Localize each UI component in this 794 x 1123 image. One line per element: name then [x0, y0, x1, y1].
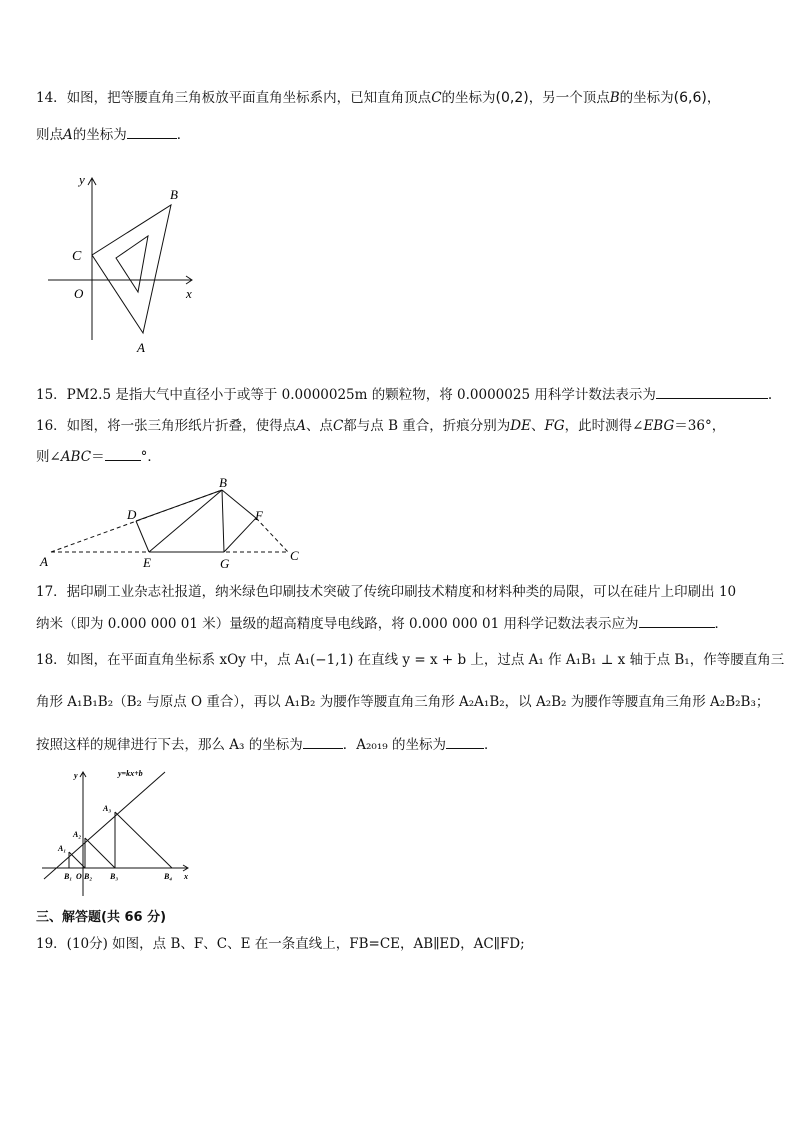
q18-label-o: O — [76, 872, 82, 881]
q16-seg-db — [136, 490, 222, 521]
q18-line2 — [36, 693, 769, 711]
q16-seg-bg — [222, 490, 224, 552]
q16-line2 — [36, 447, 161, 466]
q14-outer-triangle — [92, 205, 171, 333]
q18-label-x: x — [184, 872, 188, 881]
q16-label-d: D — [127, 507, 137, 522]
q14-label-o: O — [74, 286, 84, 301]
q14-point-c: C — [431, 90, 442, 106]
q16-text-b: 、点 — [305, 418, 333, 434]
q16-crease-fg: FG — [544, 418, 565, 434]
q16-line2-c: °． — [140, 449, 161, 465]
q16-label-b: B — [219, 475, 227, 490]
q16-seg-eb — [149, 490, 222, 552]
q16-label-g: G — [220, 556, 230, 571]
q14-point-b: B — [609, 90, 620, 106]
q18-label-b3: B₃ — [110, 872, 119, 881]
q16-line2-b: ＝ — [91, 449, 105, 465]
q16-angle-abc: ABC — [60, 449, 92, 465]
q18-figure — [36, 764, 206, 900]
q19-line — [36, 935, 525, 953]
q15-text: 15．PM2.5 是指大气中直径小于或等于 0.0000025m 的颗粒物，将 0.0000025 用科学计数法表示为 — [36, 387, 656, 403]
q14-line2 — [36, 125, 190, 144]
section3-title: 三、解答题(共 66 分) — [36, 910, 167, 925]
q17-line1 — [36, 583, 736, 601]
q16-figure — [36, 474, 306, 572]
q17-text-2: 纳米（即为 0.000 000 01 米）量级的超高精度导电线路，将 0.000 000 01 用科学记数法表示应为 — [36, 616, 639, 632]
q14-line2-a: 则点 — [36, 127, 63, 143]
q18-text-3b: ．A₂₀₁₉ 的坐标为 — [342, 737, 446, 753]
q15-end: . — [767, 387, 773, 403]
q18-text-3a: 按照这样的规律进行下去，那么 A₃ 的坐标为 — [36, 737, 303, 753]
q14-answer-blank[interactable] — [127, 125, 177, 139]
q18-label-b2: B₂ — [84, 872, 93, 881]
q14-c-coord: (0,2) — [495, 90, 529, 106]
q14-number: 14． — [36, 90, 67, 106]
q16-crease-de: DE — [510, 418, 531, 434]
q17-text-1: 17．据印刷工业杂志社报道，纳米绿色印刷技术突破了传统印刷技术精度和材料种类的局限，可以在硅片上印刷出 10 — [36, 584, 737, 600]
q18-label-a3: A₃ — [103, 804, 112, 813]
q14-figure — [40, 168, 210, 363]
q14-text: 如图，把等腰直角三角板放平面直角坐标系内，已知直角顶点 — [66, 90, 432, 106]
q18-label-line: y=kx+b — [118, 769, 143, 778]
q18-label-b4: B₄ — [164, 872, 173, 881]
q14-line2-b: 的坐标为 — [72, 127, 127, 143]
q16-answer-blank[interactable] — [105, 447, 141, 461]
q16-point-c: C — [332, 418, 344, 434]
q18-label-b1: B₁ — [64, 872, 73, 881]
q16-sep: 、 — [530, 418, 545, 434]
q14-text-d: 的坐标为 — [619, 90, 674, 106]
q16-text-c: 都与点 B 重合，折痕分别为 — [343, 418, 511, 434]
q18-answer-blank-1[interactable] — [303, 735, 343, 749]
q16-label-a: A — [40, 554, 48, 569]
q14-text-b: 的坐标为 — [441, 90, 496, 106]
q14-point-a: A — [63, 127, 73, 143]
q16-line1 — [36, 417, 725, 435]
q16-label-e: E — [143, 555, 151, 570]
q17-end: ． — [714, 616, 729, 632]
q16-text-e: ＝36°， — [674, 418, 726, 434]
q14-end: ． — [176, 127, 191, 143]
q14-label-b: B — [170, 187, 178, 202]
q16-text-d: ，此时测得∠ — [564, 418, 644, 434]
q14-line1 — [36, 89, 720, 107]
q14-label-y: y — [79, 172, 85, 187]
q17-line2 — [36, 614, 728, 633]
q18-end: ． — [483, 737, 498, 753]
q14-label-x: x — [186, 286, 192, 301]
q15-line — [36, 385, 772, 404]
q14-text-c: ，另一个顶点 — [528, 90, 610, 106]
q16-seg-fg — [224, 518, 256, 552]
q18-answer-blank-2[interactable] — [446, 735, 484, 749]
q14-b-coord: (6,6) — [673, 90, 707, 106]
q14-label-a: A — [137, 340, 145, 355]
q18-line3 — [36, 735, 497, 754]
q18-seg-a2b3 — [85, 838, 115, 868]
q16-label-c: C — [290, 548, 299, 563]
q16-seg-bf — [222, 490, 256, 518]
q18-seg-a3b4 — [115, 812, 172, 868]
q14-text-e: ， — [706, 90, 721, 106]
q16-angle-ebg: EBG — [643, 418, 675, 434]
q18-text-2: 角形 A₁B₁B₂（B₂ 与原点 O 重合），再以 A₁B₂ 为腰作等腰直角三角形 A₂A₁B₂，以 A₂B₂ 为腰作等腰直角三角形 A₂B₂B₃； — [36, 694, 770, 710]
q18-label-a1: A₁ — [58, 844, 67, 853]
q14-label-c: C — [72, 249, 82, 264]
q15-answer-blank[interactable] — [656, 385, 768, 399]
q19-text: 19．(10分) 如图，点 B、F、C、E 在一条直线上，FB=CE，AB∥ED，AC∥FD; — [36, 936, 525, 952]
q17-answer-blank[interactable] — [639, 614, 715, 628]
q14-inner-triangle — [116, 236, 148, 292]
q16-text-a: 16．如图，将一张三角形纸片折叠，使得点 — [36, 418, 297, 434]
q16-seg-de — [136, 521, 149, 552]
q16-label-f: F — [255, 508, 263, 523]
q18-line-y-kx-b — [44, 772, 165, 879]
q16-point-a: A — [296, 418, 306, 434]
q16-seg-fc — [256, 518, 288, 552]
q18-label-a2: A₂ — [73, 830, 82, 839]
q18-line1 — [36, 651, 784, 669]
q18-text-1: 18．如图，在平面直角坐标系 xOy 中，点 A₁(−1,1) 在直线 y = x + b 上，过点 A₁ 作 A₁B₁ ⊥ x 轴于点 B₁，作等腰直角三 — [36, 652, 785, 668]
q16-line2-a: 则∠ — [36, 449, 61, 465]
q18-label-y: y — [74, 771, 78, 780]
